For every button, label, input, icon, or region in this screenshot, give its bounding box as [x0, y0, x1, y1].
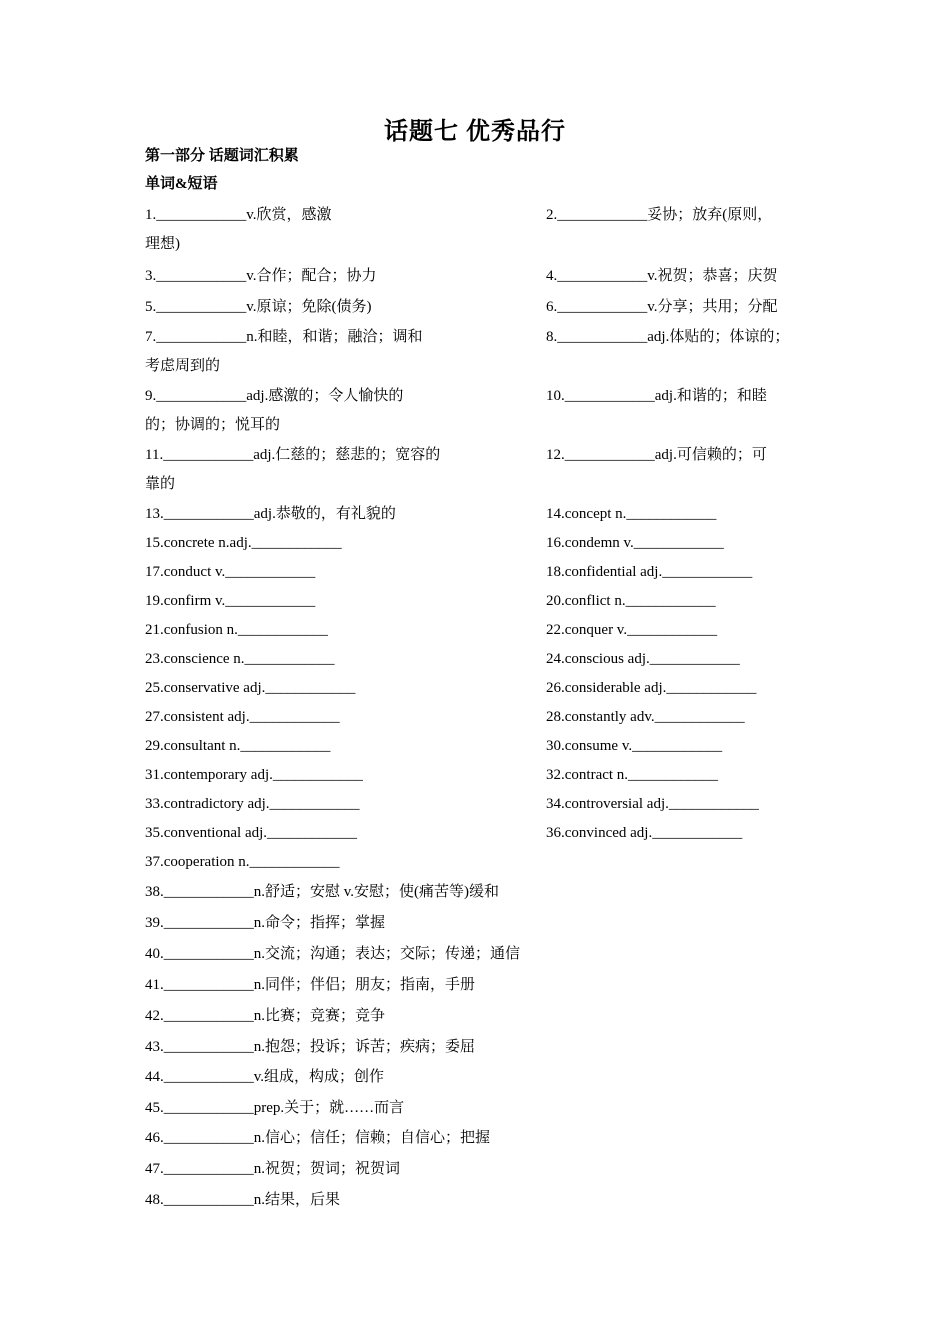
- vocab-item: 46.____________n.信心；信任；信赖；自信心；把握: [145, 1130, 491, 1146]
- vocab-row: [145, 1157, 825, 1181]
- vocab-item: 44.____________v.组成，构成；创作: [145, 1069, 385, 1085]
- vocab-item: 8.____________adj.体贴的；体谅的；: [546, 329, 790, 345]
- vocab-item: 12.____________adj.可信赖的；可: [546, 447, 767, 463]
- vocab-row: [145, 325, 825, 349]
- vocab-item: 24.conscious adj.____________: [546, 651, 740, 667]
- vocab-row: [145, 792, 825, 816]
- part-heading: 第一部分 话题词汇积累: [145, 148, 299, 164]
- vocab-row: [145, 973, 825, 997]
- sub-heading: 单词&短语: [145, 176, 218, 192]
- vocab-row: [145, 850, 825, 874]
- vocab-row: [145, 1096, 825, 1120]
- vocab-item: 29.consultant n.____________: [145, 738, 331, 754]
- vocab-item: 30.consume v.____________: [546, 738, 723, 754]
- vocab-row: [145, 942, 825, 966]
- vocab-row: [145, 734, 825, 758]
- vocab-item: 19.confirm v.____________: [145, 593, 316, 609]
- vocab-item-continuation: 考虑周到的: [145, 358, 221, 374]
- vocab-item: 38.____________n.舒适；安慰 v.安慰；使(痛苦等)缓和: [145, 884, 500, 900]
- vocab-item: 48.____________n.结果，后果: [145, 1192, 341, 1208]
- vocab-item: 4.____________v.祝贺；恭喜；庆贺: [546, 268, 778, 284]
- vocab-item: 40.____________n.交流；沟通；表达；交际；传递；通信: [145, 946, 521, 962]
- vocab-item: 27.consistent adj.____________: [145, 709, 340, 725]
- vocab-item: 18.confidential adj.____________: [546, 564, 753, 580]
- vocab-item: 22.conquer v.____________: [546, 622, 718, 638]
- vocab-item: 32.contract n.____________: [546, 767, 719, 783]
- vocab-item: 2.____________妥协；放弃(原则，: [546, 207, 773, 223]
- vocab-row: [145, 1004, 825, 1028]
- vocab-item: 28.constantly adv.____________: [546, 709, 745, 725]
- vocab-row: [145, 618, 825, 642]
- vocab-item: 13.____________adj.恭敬的，有礼貌的: [145, 506, 396, 522]
- vocab-item: 14.concept n.____________: [546, 506, 717, 522]
- vocab-row: [145, 1188, 825, 1212]
- vocab-item: 9.____________adj.感激的；令人愉快的: [145, 388, 404, 404]
- vocab-item: 39.____________n.命令；指挥；掌握: [145, 915, 386, 931]
- vocab-row: [145, 384, 825, 408]
- vocab-item: 6.____________v.分享；共用；分配: [546, 299, 778, 315]
- vocab-item: 20.conflict n.____________: [546, 593, 716, 609]
- vocab-item: 23.conscience n.____________: [145, 651, 335, 667]
- vocab-row: [145, 502, 825, 526]
- vocab-item: 5.____________v.原谅；免除(债务): [145, 299, 372, 315]
- vocab-item-continuation: 靠的: [145, 476, 176, 492]
- vocab-row: [145, 1065, 825, 1089]
- vocab-row: [145, 295, 825, 319]
- vocab-row: [145, 1126, 825, 1150]
- vocab-item: 7.____________n.和睦，和谐；融洽；调和: [145, 329, 423, 345]
- vocab-item: 21.confusion n.____________: [145, 622, 328, 638]
- vocab-row: [145, 203, 825, 227]
- vocab-item: 3.____________v.合作；配合；协力: [145, 268, 377, 284]
- vocab-row: [145, 676, 825, 700]
- vocab-item: 15.concrete n.adj.____________: [145, 535, 342, 551]
- vocab-item: 10.____________adj.和谐的；和睦: [546, 388, 767, 404]
- vocab-row: [145, 821, 825, 845]
- vocab-item: 25.conservative adj.____________: [145, 680, 356, 696]
- vocab-item: 45.____________prep.关于；就……而言: [145, 1100, 405, 1116]
- vocab-item: 33.contradictory adj.____________: [145, 796, 360, 812]
- vocab-item: 31.contemporary adj.____________: [145, 767, 363, 783]
- vocab-item-continuation: 理想): [145, 236, 180, 252]
- vocab-row: [145, 911, 825, 935]
- document-title: 话题七 优秀品行: [384, 119, 566, 145]
- vocab-row: [145, 880, 825, 904]
- vocab-row: [145, 705, 825, 729]
- vocab-item: 41.____________n.同伴；伴侣；朋友；指南，手册: [145, 977, 476, 993]
- vocab-item: 42.____________n.比赛；竞赛；竞争: [145, 1008, 386, 1024]
- vocab-row: [145, 589, 825, 613]
- vocab-item: 17.conduct v.____________: [145, 564, 316, 580]
- vocab-item: 1.____________v.欣赏，感激: [145, 207, 332, 223]
- vocab-item: 11.____________adj.仁慈的；慈悲的；宽容的: [145, 447, 441, 463]
- vocab-item: 37.cooperation n.____________: [145, 854, 340, 870]
- vocab-item: 43.____________n.抱怨；投诉；诉苦；疾病；委屈: [145, 1039, 476, 1055]
- vocab-row: [145, 647, 825, 671]
- vocab-item: 47.____________n.祝贺；贺词；祝贺词: [145, 1161, 401, 1177]
- vocab-item: 36.convinced adj.____________: [546, 825, 743, 841]
- vocab-item: 26.considerable adj.____________: [546, 680, 757, 696]
- vocab-row: [145, 443, 825, 467]
- vocab-item-continuation: 的；协调的；悦耳的: [145, 417, 281, 433]
- vocab-row: [145, 560, 825, 584]
- vocab-row: [145, 531, 825, 555]
- vocab-row: [145, 264, 825, 288]
- vocab-item: 35.conventional adj.____________: [145, 825, 358, 841]
- vocab-item: 34.controversial adj.____________: [546, 796, 759, 812]
- vocab-row: [145, 1035, 825, 1059]
- vocab-item: 16.condemn v.____________: [546, 535, 724, 551]
- vocab-row: [145, 763, 825, 787]
